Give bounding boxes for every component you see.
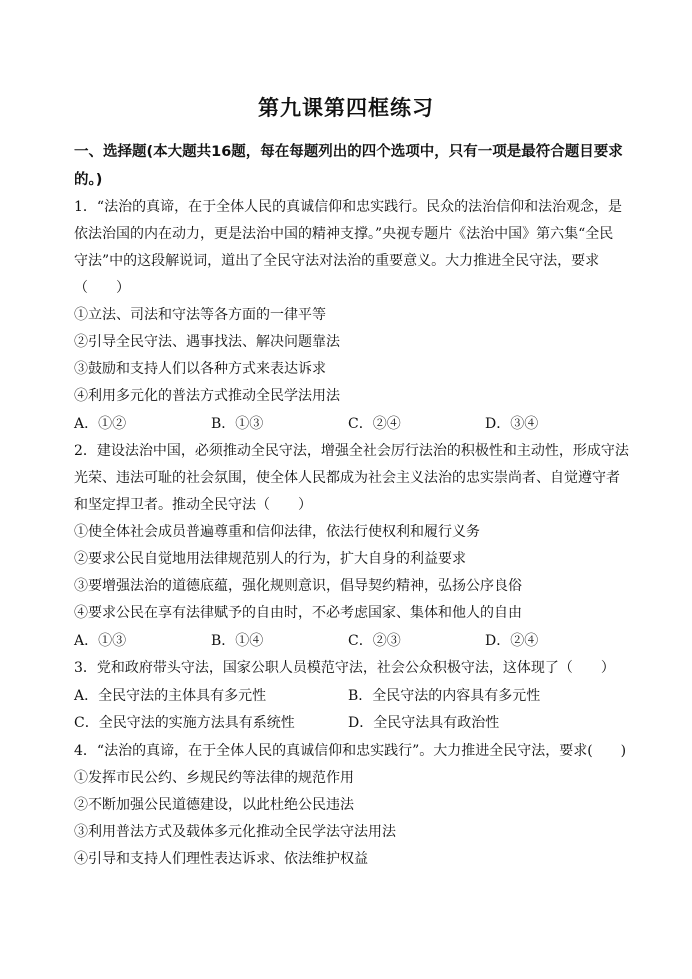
q3-stem-line-1: 3．党和政府带头守法，国家公职人员模范守法，社会公众积极守法，这体现了（ ） xyxy=(74,660,615,676)
q4-item-3: ③利用普法方式及载体多元化推动全民学法守法用法 xyxy=(74,824,396,840)
q2-stem-line-1: 2．建设法治中国，必须推动全民守法，增强全社会厉行法治的积极性和主动性，形成守法 xyxy=(74,443,629,459)
q1-stem-line-4: （ ） xyxy=(74,280,130,296)
q2-stem-line-2: 光荣、违法可耻的社会氛围，使全体人民都成为社会主义法治的忠实崇尚者、自觉遵守者 xyxy=(74,470,620,486)
q4-stem-line-1: 4．“法治的真谛，在于全体人民的真诚信仰和忠实践行”。大力推进全民守法，要求( ) xyxy=(74,743,627,759)
q1-item-4: ④利用多元化的普法方式推动全民学法用法 xyxy=(74,388,340,404)
q2-option-c: C．②③ xyxy=(348,633,401,649)
q1-option-b: B．①③ xyxy=(211,416,264,432)
q2-item-2: ②要求公民自觉地用法律规范别人的行为，扩大自身的利益要求 xyxy=(74,551,466,567)
q3-option-d: D．全民守法具有政治性 xyxy=(348,715,500,731)
q2-option-b: B．①④ xyxy=(211,633,264,649)
q1-option-a: A．①② xyxy=(74,416,127,432)
q4-item-1: ①发挥市民公约、乡规民约等法律的规范作用 xyxy=(74,770,354,786)
q1-stem-line-3: 守法”中的这段解说词，道出了全民守法对法治的重要意义。大力推进全民守法，要求 xyxy=(74,253,600,269)
q1-item-2: ②引导全民守法、遇事找法、解决问题靠法 xyxy=(74,334,340,350)
q3-option-a: A．全民守法的主体具有多元性 xyxy=(74,688,267,704)
q2-option-d: D．②④ xyxy=(485,633,539,649)
q1-option-d: D．③④ xyxy=(485,416,539,432)
q1-stem-line-2: 依法治国的内在动力，更是法治中国的精神支撑。”央视专题片《法治中国》第六集“全民 xyxy=(74,226,614,242)
q3-option-c: C．全民守法的实施方法具有系统性 xyxy=(74,715,295,731)
q1-item-1: ①立法、司法和守法等各方面的一律平等 xyxy=(74,307,326,323)
q1-item-3: ③鼓励和支持人们以各种方式来表达诉求 xyxy=(74,361,326,377)
section-heading-line-1: 一、选择题(本大题共16题，每在每题列出的四个选项中，只有一项是最符合题目要求 xyxy=(74,144,623,160)
q2-item-3: ③要增强法治的道德底蕴，强化规则意识，倡导契约精神，弘扬公序良俗 xyxy=(74,578,522,594)
section-heading-line-2: 的。) xyxy=(74,172,103,188)
q1-stem-line-1: 1．“法治的真谛，在于全体人民的真诚信仰和忠实践行。民众的法治信仰和法治观念，是 xyxy=(74,199,623,215)
q3-option-b: B．全民守法的内容具有多元性 xyxy=(348,688,541,704)
q4-item-4: ④引导和支持人们理性表达诉求、依法维护权益 xyxy=(74,851,368,867)
q2-option-a: A．①③ xyxy=(74,633,127,649)
page-title: 第九课第四框练习 xyxy=(258,96,434,120)
q2-item-4: ④要求公民在享有法律赋予的自由时，不必考虑国家、集体和他人的自由 xyxy=(74,605,522,621)
q2-item-1: ①使全体社会成员普遍尊重和信仰法律，依法行使权利和履行义务 xyxy=(74,524,480,540)
q2-stem-line-3: 和坚定捍卫者。推动全民守法（ ） xyxy=(74,497,312,513)
q4-item-2: ②不断加强公民道德建设，以此杜绝公民违法 xyxy=(74,797,354,813)
q1-option-c: C．②④ xyxy=(348,416,401,432)
